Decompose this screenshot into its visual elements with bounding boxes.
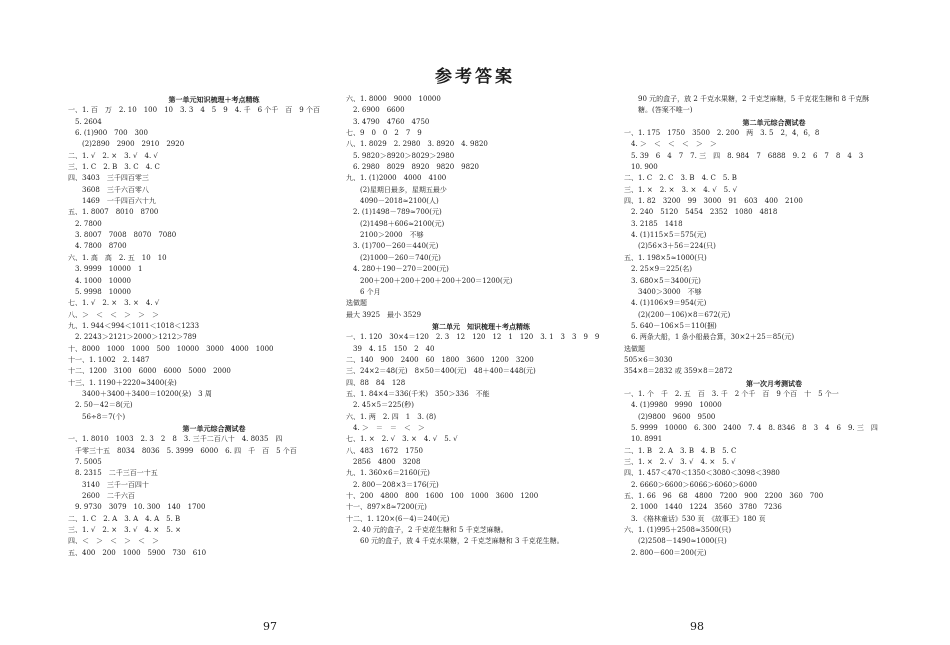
answer-line: (2)1498＋606≈2100(元) [346,219,445,228]
answer-line: 五、1. 66 96 68 4800 7200 900 2200 360 700 [624,492,824,501]
answer-line: 3. 8007 7008 8070 7080 [68,231,177,240]
answer-line: 3608 三千六百零八 [68,185,149,194]
answer-line: 4. (1)115×5＝575(元) [624,231,707,240]
answer-line: 四、＜ ＞ ＜ ＞ ＜ ＞ [68,537,159,546]
answer-line: 4. (1)106×9＝954(元) [624,299,707,308]
answer-line: 三、1. C 2. B 3. C 4. C [68,163,160,172]
section-heading: 第一单元知识梳理＋考点精练 [168,95,260,104]
answer-line: 8. 2315 二千三百一十五 [68,469,158,478]
answer-line: 六、1. 两 2. 四 1 3. (8) [346,412,437,421]
answer-line: 6 个月 [346,287,381,296]
answer-line: 60 元的盒子，放 4 千克水果糖，2 千克芝麻糖和 3 千克花生糖。 [346,537,564,546]
answer-line: 二、1. √ 2. × 3. √ 4. √ [68,151,158,160]
answer-line: 6. 两条大船，1 条小船最合算，30×2＋25＝85(元) [624,333,795,342]
answer-line: 2. 240 5120 5454 2352 1080 4818 [624,208,778,217]
answer-line: 2600 二千六百 [68,492,135,501]
answer-line: 三、1. × 2. √ 3. √ 4. × 5. √ [624,458,736,466]
answer-line: 一、1. 8010 1003 2. 3 2 8 3. 三千二百八十 4. 8035 四 [68,435,283,444]
answer-line: 四、88 84 128 [346,378,406,387]
answer-line: 2. 7800 [68,219,102,228]
answer-line: 八、1. 8029 2. 2980 3. 8920 4. 9820 [346,140,488,149]
answer-line: 2. (1)1498－789≈700(元) [346,208,442,217]
answer-line: 一、1. 个 千 2. 五 百 3. 千 2 个千 百 9 个百 十 5 个一 [624,389,839,398]
answer-line: 2. 25×9＝225(名) [624,265,692,274]
answer-line: 十二、1200 3100 6000 6000 5000 2000 [68,367,231,376]
answer-line: 3. 4790 4760 4750 [346,117,430,126]
page-title: 参考答案 [435,67,515,87]
answer-line: 3400＋3400＋3400＝10200(朵) 3 周 [68,389,212,398]
answer-line: 五、400 200 1000 5900 730 610 [68,548,207,557]
answer-line: 90 元的盒子，放 2 千克水果糖，2 千克芝麻糖，5 千克花生糖和 8 千克酥 [624,95,870,103]
answer-line: 十二、1. 120×(6－4)＝240(元) [346,514,450,523]
answer-line: 2. 1000 1440 1224 3560 3780 7236 [624,503,782,512]
answer-line: (2)(200－106)×8＝672(元) [624,310,731,319]
answer-line: 十、8000 1000 1000 500 10000 3000 4000 1000 [68,344,274,353]
answer-column-right [624,94,924,559]
answer-line: 四、1. 457＜470＜1350＜3080＜3098＜3980 [624,469,780,478]
answer-line: (2)9800 9600 9500 [624,412,716,421]
answer-line: 4. ＞ ＝ ＝ ＜ ＞ [346,423,425,432]
answer-line: 五、1. 84×4＝336(千米) 350＞336 不能 [346,389,490,398]
answer-line: 4. 280＋190－270＝200(元) [346,265,449,274]
answer-line: 四、3403 三千四百零三 [68,174,149,183]
answer-line: 七、1. √ 2. × 3. × 4. √ [68,299,160,308]
answer-line: 五、1. 8007 8010 8700 [68,208,159,217]
answer-line: 一、1. 120 30×4＝120 2. 3 12 120 12 1 120 3. 1 3 3 9 9 [346,333,600,342]
answer-line: (2)2508－1490≈1000(只) [624,537,727,546]
answer-line: 选做题 [346,299,367,308]
answer-line: 2100＞2000 不够 [346,231,424,240]
page-number-right: 98 [690,620,704,633]
answer-line: 10. 900 [624,163,658,172]
answer-line: 七、9 0 0 2 7 9 [346,129,422,138]
answer-line: 2. 2243＞2121＞2000＞1212＞789 [68,333,197,342]
answer-line: 5. 9998 10000 [68,287,131,296]
answer-line: 2. 45×5＝225(秒) [346,401,414,410]
answer-line: 200＋200＋200＋200＋200＋200＝1200(元) [346,276,513,285]
answer-line: 4. (1)9980 9990 10000 [624,401,722,410]
answer-line: 2856 4800 3208 [346,458,421,466]
answer-line: 4. 1000 10000 [68,276,131,285]
answer-line: 十一、897×8≈7200(元) [346,503,427,512]
answer-line: 二、1. C 2. A 3. A 4. A 5. B [68,514,181,523]
answer-line: 十、200 4800 800 1600 100 1000 3600 1200 [346,492,539,501]
answer-line: 三、1. √ 2. × 3. √ 4. × 5. × [68,526,182,535]
answer-line: 354×8＝2832 或 359×8＝2872 [624,367,733,376]
answer-line: 2. 800－208×3＝176(元) [346,480,439,489]
answer-line: 六、1. (1)995＋2508≈3500(只) [624,526,732,535]
section-heading: 第二单元 知识梳理＋考点精练 [432,321,530,331]
answer-line: 二、1. B 2. A 3. B 4. B 5. C [624,446,737,455]
answer-line: 九、1. (1)2000 4000 4100 [346,174,447,183]
answer-line: 八、＞ ＜ ＜ ＞ ＞ ＞ [68,310,159,319]
answer-line: 10. 8991 [624,435,663,444]
answer-line: 九、1. 944＜994＜1011＜1018＜1233 [68,321,200,330]
answer-line: (2)56×3＋56＝224(只) [624,242,716,251]
answer-line: 八、483 1672 1750 [346,446,423,455]
page-number-left: 97 [263,620,277,633]
answer-line: 2. 800－600＝200(元) [624,548,707,557]
answer-line: 4. ＞ ＜ ＜ ＜ ＞ ＞ [624,140,717,149]
answer-line: 选做题 [624,344,645,353]
answer-line: 六、1. 8000 9000 10000 [346,95,441,103]
answer-line: 千零三十五 8034 8036 5. 3999 6000 6. 四 千 百 5 个百 [68,446,297,455]
answer-line: 2. 40 元的盒子，2 千克花生糖和 5 千克芝麻糖。 [346,526,508,535]
answer-line: 5. 2604 [68,117,102,126]
answer-line: 5. 9820＞8920＞8029＞2980 [346,151,455,160]
answer-line: 糖。(答案不唯一) [624,106,693,115]
answer-line: 十一、1. 1002 2. 1487 [68,355,150,364]
answer-line: 二、1. C 2. C 3. B 4. C 5. B [624,174,737,183]
section-heading: 第一单元综合测试卷 [182,423,246,433]
answer-line: 2. 6660＞6600＞6066＞6060＞6000 [624,480,757,489]
answer-column-middle [346,94,616,548]
answer-line: 九、1. 360×6＝2160(元) [346,469,430,478]
answer-line: 十三、1. 1190＋2220≈3400(朵) [68,378,177,387]
answer-line: 3. 2185 1418 [624,219,683,228]
answer-line: 5. 640－106×5＝110(捆) [624,321,717,330]
answer-line: 2. 6900 6600 [346,106,405,115]
answer-line: 4. 7800 8700 [68,242,127,251]
answer-line: 7. 5005 [68,458,102,466]
answer-line: 3. (1)700－260＝440(元) [346,242,439,251]
answer-line: 六、1. 高 高 2. 五 10 10 [68,253,167,262]
answer-line: 四、1. 82 3200 99 3000 91 603 400 2100 [624,197,803,206]
answer-line: 56÷8＝7(个) [68,412,126,421]
answer-line: 三、24×2＝48(元) 8×50＝400(元) 48＋400＝448(元) [346,367,536,376]
answer-line: 6. 2980 8029 8920 9820 9820 [346,163,479,172]
answer-line: 二、140 900 2400 60 1800 3600 1200 3200 [346,355,534,364]
answer-line: (2)2890 2900 2910 2920 [68,140,185,149]
answer-line: 5. 9999 10000 6. 300 2400 7. 4 8. 8346 8 3 4 6 9. 三 四 [624,423,878,432]
answer-line: 505×6＝3030 [624,355,673,364]
answer-line: 一、1. 175 1750 3500 2. 200 两 3. 5 2，4，6，8 [624,129,820,138]
answer-line: 3. 《格林童话》530 页 《故事王》180 页 [624,514,766,523]
answer-line: 5. 39 6 4 7 7. 三 四 8. 984 7 6888 9. 2 6 7 8 4 3 [624,151,864,160]
answer-line: 4090－2018≈2100(人) [346,197,439,206]
answer-column-left [68,94,360,559]
answer-line: (2)星期日最多，星期五最少 [346,185,447,194]
answer-line: 3140 三千一百四十 [68,480,149,489]
answer-line: 五、1. 198×5≈1000(只) [624,253,707,262]
answer-line: 最大 3925 最小 3529 [346,310,422,319]
section-heading: 第一次月考测试卷 [746,378,802,388]
answer-line: 七、1. × 2. √ 3. × 4. √ 5. √ [346,435,458,444]
answer-line: 三、1. × 2. × 3. × 4. √ 5. √ [624,185,738,194]
answer-line: 3400＞3000 不够 [624,287,702,296]
answer-line: (2)1000－260＝740(元) [346,253,441,262]
answer-line: 3. 9999 10000 1 [68,265,143,274]
section-heading: 第二单元综合测试卷 [742,117,806,127]
answer-line: 2. 50－42＝8(元) [68,401,133,410]
answer-line: 1469 一千四百六十九 [68,197,156,206]
answer-line: 一、1. 百 万 2. 10 100 10 3. 3 4 5 9 4. 千 6 个千 百 9 个百 [68,106,320,115]
answer-line: 3. 680×5＝3400(元) [624,276,701,285]
answer-line: 9. 9730 3079 10. 300 140 1700 [68,503,206,512]
answer-line: 6. (1)900 700 300 [68,129,148,138]
answer-line: 39 4. 15 150 2 40 [346,344,435,353]
